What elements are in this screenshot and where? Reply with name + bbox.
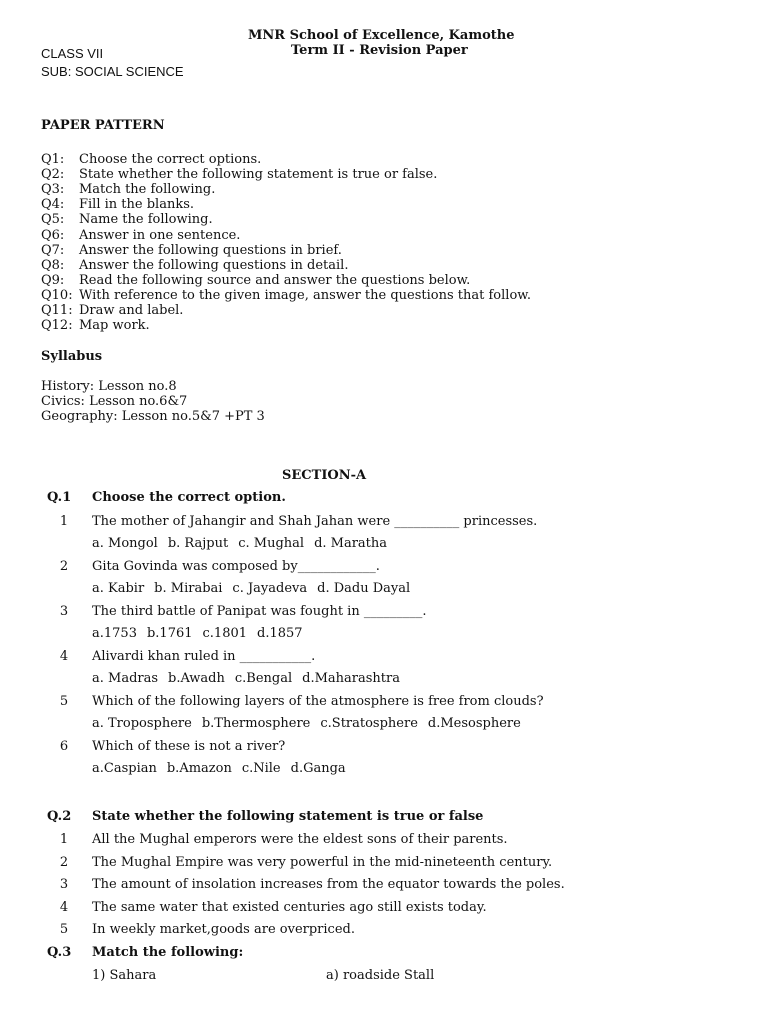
pattern-item [41, 182, 215, 197]
syllabus-geography: Geography: Lesson no.5&7 +PT 3 [41, 409, 265, 424]
option: b.Thermosphere [201, 716, 311, 731]
section-title: SECTION-A [282, 468, 367, 483]
pattern-text: Choose the correct options. [79, 152, 262, 167]
option: b.Awadh [168, 671, 225, 686]
question-text: Gita Govinda was composed by____________. [92, 559, 380, 574]
pattern-text: Answer the following questions in detail. [79, 257, 349, 273]
pattern-code: Q6: [41, 227, 65, 243]
option: a. Madras [92, 671, 159, 686]
options-row [92, 536, 397, 551]
pattern-title: PAPER PATTERN [41, 118, 165, 133]
statement-number: 4 [59, 899, 69, 915]
option: d.Ganga [290, 761, 346, 776]
option: b. Rajput [167, 536, 229, 551]
pattern-text: Fill in the blanks. [79, 197, 194, 213]
question-text: The mother of Jahangir and Shah Jahan were __________ princesses. [92, 514, 538, 529]
pattern-code: Q5: [41, 212, 65, 228]
option: c.Nile [241, 761, 281, 776]
syllabus-title: Syllabus [41, 349, 103, 364]
option: c. Jayadeva [232, 581, 308, 596]
option: d.1857 [257, 626, 303, 641]
options-row [92, 716, 531, 731]
option: b.Amazon [166, 761, 232, 776]
option: a.1753 [92, 626, 137, 641]
pattern-item [41, 228, 240, 243]
q2-number: Q.2 [47, 809, 72, 824]
option: d.Mesosphere [427, 716, 521, 731]
option: b.1761 [146, 626, 193, 641]
options-row [92, 761, 356, 776]
pattern-text: With reference to the given image, answer the questions that follow. [79, 287, 531, 303]
pattern-item [41, 152, 261, 167]
pattern-code: Q11: [41, 303, 73, 318]
question-text: Which of the following layers of the atmosphere is free from clouds? [92, 694, 544, 709]
option: a. Kabir [92, 581, 145, 596]
pattern-text: Answer the following questions in brief. [79, 242, 342, 258]
subject-label: SUB: SOCIAL SCIENCE [41, 64, 184, 79]
question-number: 1 [59, 514, 69, 529]
q3-number: Q.3 [47, 945, 72, 960]
pattern-text: Map work. [79, 318, 150, 334]
pattern-code: Q1: [41, 152, 65, 167]
question-number: 2 [59, 559, 69, 574]
pattern-code: Q12: [41, 318, 73, 334]
pattern-item [41, 288, 531, 303]
class-label: CLASS VII [41, 46, 104, 61]
statement-number: 2 [59, 854, 69, 870]
pattern-item [41, 243, 342, 258]
q2-title: State whether the following statement is true or false [92, 809, 484, 824]
pattern-text: Draw and label. [79, 303, 184, 318]
question-number: 3 [59, 604, 69, 619]
pattern-item [41, 167, 437, 182]
q3-left-item: 1) Sahara [92, 968, 157, 983]
statement-text: The Mughal Empire was very powerful in the mid-nineteenth century. [92, 854, 553, 870]
statement-text: All the Mughal emperors were the eldest sons of their parents. [92, 832, 508, 847]
pattern-item [41, 318, 150, 333]
options-row [92, 581, 420, 596]
option: d. Maratha [314, 536, 388, 551]
question-text: Alivardi khan ruled in ___________. [92, 649, 316, 664]
question-number: 5 [59, 694, 69, 709]
statement-number: 3 [59, 877, 69, 892]
option: a. Troposphere [92, 716, 192, 731]
pattern-code: Q7: [41, 242, 65, 258]
q1-title: Choose the correct option. [92, 490, 286, 505]
pattern-item [41, 303, 183, 318]
option: d. Dadu Dayal [317, 581, 411, 596]
pattern-code: Q4: [41, 197, 65, 213]
statement-number: 5 [59, 922, 69, 937]
statement-text: The same water that existed centuries ago still exists today. [92, 899, 487, 915]
option: a.Caspian [92, 761, 157, 776]
statement-number: 1 [59, 832, 69, 847]
statement-text: The amount of insolation increases from the equator towards the poles. [92, 877, 565, 892]
pattern-item [41, 212, 213, 227]
options-row [92, 626, 313, 641]
pattern-code: Q3: [41, 182, 65, 198]
pattern-item [41, 258, 348, 273]
option: c.Bengal [234, 671, 293, 686]
option: c.Stratosphere [320, 716, 418, 731]
question-number: 4 [59, 649, 69, 664]
pattern-code: Q2: [41, 167, 65, 183]
pattern-item [41, 197, 194, 212]
pattern-text: State whether the following statement is true or false. [79, 167, 438, 183]
question-text: Which of these is not a river? [92, 739, 286, 754]
syllabus-civics: Civics: Lesson no.6&7 [41, 394, 188, 409]
pattern-code: Q10: [41, 287, 73, 303]
pattern-text: Match the following. [79, 182, 216, 198]
q3-title: Match the following: [92, 945, 244, 960]
options-row [92, 671, 410, 686]
option: d.Maharashtra [302, 671, 400, 686]
pattern-item [41, 273, 470, 288]
statement-text: In weekly market,goods are overpriced. [92, 922, 355, 937]
option: b. Mirabai [154, 581, 223, 596]
option: c. Mughal [238, 536, 305, 551]
q1-number: Q.1 [47, 490, 72, 505]
pattern-text: Read the following source and answer the questions below. [79, 272, 471, 288]
term-title: Term II - Revision Paper [291, 43, 468, 58]
pattern-code: Q9: [41, 272, 65, 288]
syllabus-history: History: Lesson no.8 [41, 379, 177, 394]
question-text: The third battle of Panipat was fought in _________. [92, 604, 427, 619]
q3-right-item: a) roadside Stall [326, 968, 435, 983]
pattern-text: Name the following. [79, 212, 213, 228]
pattern-text: Answer in one sentence. [79, 227, 241, 243]
pattern-code: Q8: [41, 257, 65, 273]
option: c.1801 [202, 626, 248, 641]
option: a. Mongol [92, 536, 158, 551]
school-name: MNR School of Excellence, Kamothe [248, 28, 515, 43]
question-number: 6 [59, 739, 69, 754]
